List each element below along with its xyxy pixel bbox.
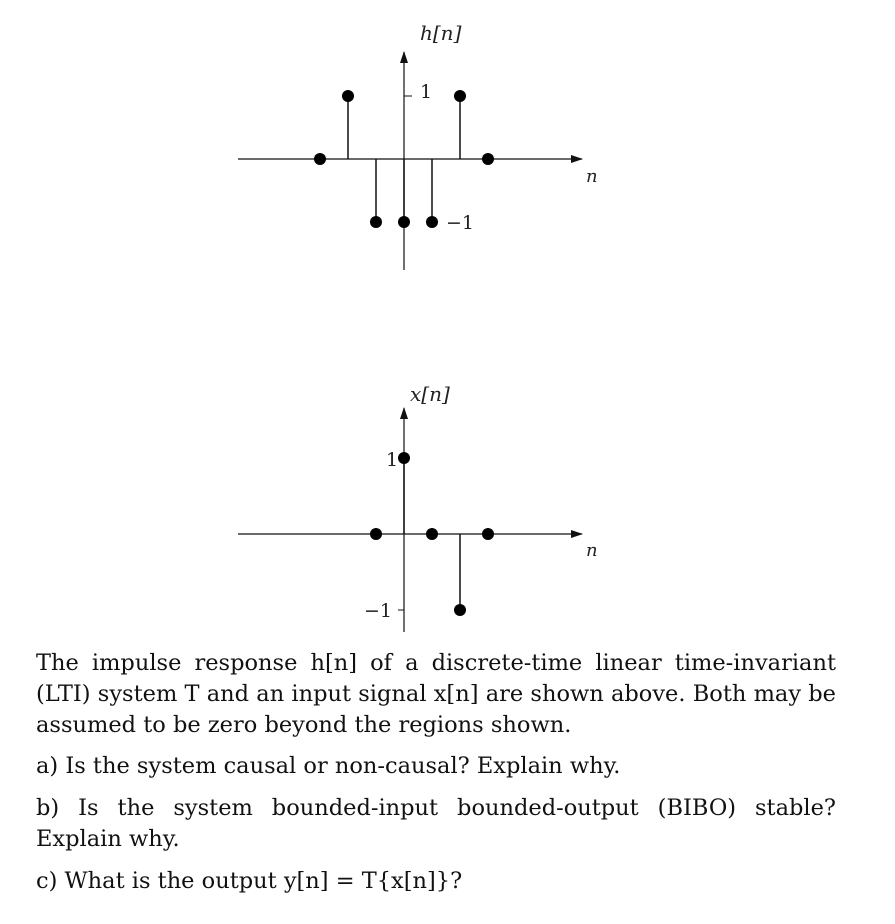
ytick-label-1: 1 (420, 81, 433, 103)
input-signal-plot (0, 370, 895, 650)
stem-point (370, 216, 382, 228)
stem-point (398, 216, 410, 228)
stem-point (426, 528, 438, 540)
question-a: a) Is the system causal or non-causal? Explain why. (36, 753, 621, 779)
problem-intro: The impulse response h[n] of a discrete-time linear time-invariant (LTI) system T and an input signal x[n] are shown above. Both may be assumed to be zero beyond the regions shown. (36, 650, 836, 738)
stem-point (314, 153, 326, 165)
stem-point (370, 528, 382, 540)
problem-statement (36, 648, 836, 908)
y-axis-label: h[n] (420, 21, 462, 45)
stem-point (426, 216, 438, 228)
y-axis-label: x[n] (410, 382, 450, 406)
stem-point (482, 153, 494, 165)
stem-point (454, 604, 466, 616)
x-axis-label: n (586, 166, 598, 187)
question-b: b) Is the system bounded-input bounded-output (BIBO) stable? Explain why. (36, 795, 836, 852)
stem-point (482, 528, 494, 540)
x-axis-label: n (586, 540, 598, 561)
stem-point (342, 90, 354, 102)
impulse-response-plot (0, 0, 895, 300)
ytick-label-neg1: −1 (446, 212, 475, 234)
stem-point (398, 452, 410, 464)
ytick-label-neg1: −1 (364, 600, 393, 622)
question-c: c) What is the output y[n] = T{x[n]}? (36, 868, 463, 894)
stem-point (454, 90, 466, 102)
ytick-label-1: 1 (386, 449, 399, 471)
